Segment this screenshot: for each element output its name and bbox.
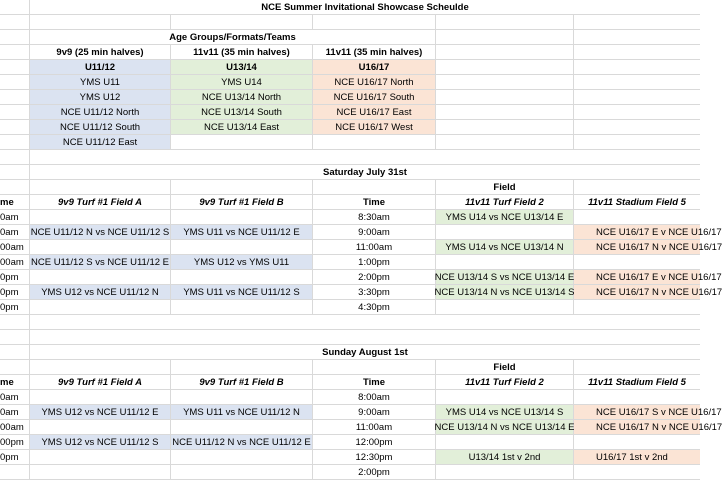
column-header-row: [0, 375, 700, 390]
game-cell-field-b[interactable]: [171, 390, 313, 405]
time-cell-cut[interactable]: 0pm: [0, 270, 30, 285]
cell[interactable]: [436, 15, 574, 30]
column-header-row: [0, 195, 700, 210]
team-cell[interactable]: YMS U12: [30, 90, 171, 105]
time-header[interactable]: me: [0, 375, 30, 390]
game-cell-field-b[interactable]: [171, 270, 313, 285]
groups-header-row: [0, 30, 700, 45]
game-cell-field-5[interactable]: NCE U16/17 E v NCE U16/17: [574, 270, 700, 285]
game-cell-field-b[interactable]: NCE U11/12 N vs NCE U11/12 E: [171, 435, 313, 450]
cell[interactable]: [436, 45, 574, 60]
time-cell-cut[interactable]: 0am: [0, 210, 30, 225]
format-label[interactable]: 11v11 (35 min halves): [313, 45, 436, 60]
cell[interactable]: [574, 60, 700, 75]
team-cell[interactable]: NCE U16/17 East: [313, 105, 436, 120]
game-cell-field-2[interactable]: YMS U14 vs NCE U13/14 E: [436, 210, 574, 225]
game-cell-field-b[interactable]: [171, 450, 313, 465]
cell[interactable]: [30, 315, 700, 330]
cell[interactable]: [0, 120, 30, 135]
game-cell-field-2[interactable]: [436, 465, 574, 480]
game-cell-field-b[interactable]: YMS U12 vs YMS U11: [171, 255, 313, 270]
cell[interactable]: [0, 0, 30, 15]
game-row: [0, 270, 722, 285]
field-label[interactable]: Field: [436, 360, 574, 375]
game-cell-field-a[interactable]: YMS U12 vs NCE U11/12 E: [30, 405, 171, 420]
team-cell[interactable]: YMS U14: [171, 75, 313, 90]
cell[interactable]: [436, 30, 574, 45]
time-cell[interactable]: 11:00am: [313, 420, 436, 435]
game-cell-field-b[interactable]: [171, 210, 313, 225]
format-label[interactable]: 11v11 (35 min halves): [171, 45, 313, 60]
cell[interactable]: [574, 90, 700, 105]
game-cell-field-b[interactable]: [171, 300, 313, 315]
cell[interactable]: [30, 330, 700, 345]
field-2-header[interactable]: 11v11 Turf Field 2: [436, 375, 574, 390]
group-label[interactable]: U11/12: [30, 60, 171, 75]
time-cell-cut[interactable]: 00am: [0, 240, 30, 255]
blank-row: [0, 150, 700, 165]
time-header[interactable]: Time: [313, 375, 436, 390]
game-cell-field-b[interactable]: YMS U11 vs NCE U11/12 E: [171, 225, 313, 240]
game-cell-field-2[interactable]: YMS U14 vs NCE U13/14 S: [436, 405, 574, 420]
team-row: [0, 90, 700, 105]
sheet-title[interactable]: NCE Summer Invitational Showcase Scheulde: [30, 0, 700, 15]
time-cell-cut[interactable]: 0pm: [0, 450, 30, 465]
cell[interactable]: [0, 180, 30, 195]
field-a-header[interactable]: 9v9 Turf #1 Field A: [30, 375, 171, 390]
cell[interactable]: [0, 45, 30, 60]
time-cell-cut[interactable]: 00am: [0, 420, 30, 435]
team-cell[interactable]: NCE U13/14 East: [171, 120, 313, 135]
game-cell-field-a[interactable]: [30, 240, 171, 255]
format-label[interactable]: 9v9 (25 min halves): [30, 45, 171, 60]
time-cell[interactable]: 2:00pm: [313, 465, 436, 480]
cell[interactable]: [436, 105, 574, 120]
team-cell[interactable]: NCE U16/17 North: [313, 75, 436, 90]
cell[interactable]: [436, 75, 574, 90]
game-row: [0, 420, 722, 435]
cell[interactable]: [574, 15, 700, 30]
cell[interactable]: [574, 105, 700, 120]
cell[interactable]: [574, 360, 700, 375]
game-cell-field-a[interactable]: YMS U12 vs NCE U11/12 N: [30, 285, 171, 300]
field-b-header[interactable]: 9v9 Turf #1 Field B: [171, 195, 313, 210]
game-cell-field-2[interactable]: YMS U14 vs NCE U13/14 N: [436, 240, 574, 255]
game-cell-field-b[interactable]: [171, 240, 313, 255]
cell[interactable]: [574, 120, 700, 135]
game-cell-field-a[interactable]: [30, 210, 171, 225]
game-row: [0, 225, 722, 240]
cell[interactable]: [574, 30, 700, 45]
time-cell[interactable]: 3:30pm: [313, 285, 436, 300]
game-cell-field-a[interactable]: [30, 270, 171, 285]
game-cell-field-a[interactable]: [30, 465, 171, 480]
team-cell[interactable]: NCE U16/17 South: [313, 90, 436, 105]
field-a-header[interactable]: 9v9 Turf #1 Field A: [30, 195, 171, 210]
blank-row: [0, 315, 700, 330]
game-cell-field-a[interactable]: [30, 420, 171, 435]
time-cell-cut[interactable]: 0am: [0, 405, 30, 420]
game-cell-field-5[interactable]: U16/17 1st v 2nd: [574, 450, 700, 465]
day-label-row: [0, 165, 700, 180]
group-label[interactable]: U13/14: [171, 60, 313, 75]
game-cell-field-2[interactable]: [436, 255, 574, 270]
cell[interactable]: [0, 75, 30, 90]
team-row: [0, 120, 700, 135]
cell[interactable]: [574, 180, 700, 195]
team-cell[interactable]: NCE U11/12 South: [30, 120, 171, 135]
time-cell[interactable]: 11:00am: [313, 240, 436, 255]
day-label[interactable]: Saturday July 31st: [30, 165, 700, 180]
time-cell[interactable]: 9:00am: [313, 405, 436, 420]
cell[interactable]: [171, 360, 313, 375]
game-row: [0, 285, 722, 300]
cell[interactable]: [171, 15, 313, 30]
cell[interactable]: [574, 45, 700, 60]
game-cell-field-2[interactable]: [436, 225, 574, 240]
group-label[interactable]: U16/17: [313, 60, 436, 75]
cell[interactable]: [0, 15, 30, 30]
cell[interactable]: [30, 15, 171, 30]
game-cell-field-2[interactable]: [436, 300, 574, 315]
team-row: [0, 105, 700, 120]
game-cell-field-b[interactable]: YMS U11 vs NCE U11/12 S: [171, 285, 313, 300]
game-cell-field-5[interactable]: [574, 255, 700, 270]
time-cell[interactable]: 8:00am: [313, 390, 436, 405]
field-label-row: [0, 360, 700, 375]
cell[interactable]: [0, 90, 30, 105]
cell[interactable]: [0, 135, 30, 150]
game-cell-field-a[interactable]: YMS U12 vs NCE U11/12 S: [30, 435, 171, 450]
time-cell[interactable]: 9:00am: [313, 225, 436, 240]
cell[interactable]: [0, 345, 30, 360]
game-cell-field-a[interactable]: NCE U11/12 N vs NCE U11/12 S: [30, 225, 171, 240]
team-cell[interactable]: NCE U16/17 West: [313, 120, 436, 135]
team-row: [0, 135, 700, 150]
time-cell[interactable]: 2:00pm: [313, 270, 436, 285]
game-cell-field-b[interactable]: [171, 465, 313, 480]
team-cell[interactable]: YMS U11: [30, 75, 171, 90]
game-cell-field-2[interactable]: [436, 390, 574, 405]
team-cell[interactable]: NCE U11/12 North: [30, 105, 171, 120]
game-row: [0, 465, 700, 480]
cell[interactable]: [436, 90, 574, 105]
field-label[interactable]: Field: [436, 180, 574, 195]
time-cell-cut[interactable]: 00am: [0, 255, 30, 270]
game-cell-field-5[interactable]: [574, 465, 700, 480]
team-cell[interactable]: NCE U13/14 North: [171, 90, 313, 105]
game-cell-field-5[interactable]: [574, 390, 700, 405]
time-cell-cut[interactable]: [0, 465, 30, 480]
time-cell[interactable]: 8:30am: [313, 210, 436, 225]
cell[interactable]: [0, 105, 30, 120]
game-row: [0, 255, 700, 270]
cell[interactable]: [30, 150, 700, 165]
cell[interactable]: [0, 330, 30, 345]
team-cell[interactable]: NCE U13/14 South: [171, 105, 313, 120]
cell[interactable]: [0, 315, 30, 330]
day-label-row: [0, 345, 700, 360]
cell[interactable]: [0, 30, 30, 45]
cell[interactable]: [313, 180, 436, 195]
time-header[interactable]: me: [0, 195, 30, 210]
team-cell[interactable]: NCE U11/12 East: [30, 135, 171, 150]
cell[interactable]: [30, 360, 171, 375]
field-5-header[interactable]: 11v11 Stadium Field 5: [574, 375, 700, 390]
game-cell-field-a[interactable]: [30, 300, 171, 315]
game-row: [0, 390, 700, 405]
cell[interactable]: [0, 150, 30, 165]
game-cell-field-5[interactable]: NCE U16/17 N v NCE U16/17: [574, 285, 700, 300]
cell[interactable]: [436, 120, 574, 135]
game-row: [0, 240, 722, 255]
cell[interactable]: [313, 360, 436, 375]
game-cell-field-a[interactable]: [30, 390, 171, 405]
time-cell-cut[interactable]: 00pm: [0, 435, 30, 450]
cell[interactable]: [574, 75, 700, 90]
time-cell[interactable]: 1:00pm: [313, 255, 436, 270]
blank-row: [0, 15, 700, 30]
team-row: [0, 75, 700, 90]
cell[interactable]: [171, 135, 313, 150]
title-row: [0, 0, 700, 15]
cell[interactable]: [313, 15, 436, 30]
time-cell-cut[interactable]: 0pm: [0, 300, 30, 315]
game-cell-field-5[interactable]: [574, 210, 700, 225]
game-row: [0, 210, 700, 225]
time-cell-cut[interactable]: 0am: [0, 225, 30, 240]
game-cell-field-b[interactable]: YMS U11 vs NCE U11/12 N: [171, 405, 313, 420]
game-cell-field-5[interactable]: NCE U16/17 N v NCE U16/17: [574, 420, 700, 435]
group-labels-row: [0, 60, 700, 75]
game-cell-field-5[interactable]: [574, 435, 700, 450]
game-cell-field-5[interactable]: NCE U16/17 E v NCE U16/17: [574, 225, 700, 240]
groups-header[interactable]: Age Groups/Formats/Teams: [30, 30, 436, 45]
blank-row: [0, 330, 700, 345]
cell[interactable]: [30, 180, 171, 195]
game-cell-field-b[interactable]: [171, 420, 313, 435]
cell[interactable]: [0, 360, 30, 375]
time-cell-cut[interactable]: 0am: [0, 390, 30, 405]
game-cell-field-2[interactable]: NCE U13/14 N vs NCE U13/14 E: [436, 420, 574, 435]
game-row: [0, 450, 700, 465]
game-cell-field-a[interactable]: NCE U11/12 S vs NCE U11/12 E: [30, 255, 171, 270]
time-cell[interactable]: 4:30pm: [313, 300, 436, 315]
time-header[interactable]: Time: [313, 195, 436, 210]
game-row: [0, 405, 722, 420]
field-2-header[interactable]: 11v11 Turf Field 2: [436, 195, 574, 210]
time-cell-cut[interactable]: 0pm: [0, 285, 30, 300]
time-cell[interactable]: 12:30pm: [313, 450, 436, 465]
time-cell[interactable]: 12:00pm: [313, 435, 436, 450]
game-cell-field-5[interactable]: [574, 300, 700, 315]
game-cell-field-5[interactable]: NCE U16/17 S v NCE U16/17: [574, 405, 700, 420]
game-cell-field-2[interactable]: U13/14 1st v 2nd: [436, 450, 574, 465]
day-label[interactable]: Sunday August 1st: [30, 345, 700, 360]
game-cell-field-a[interactable]: [30, 450, 171, 465]
formats-row: [0, 45, 700, 60]
game-row: [0, 300, 700, 315]
cell[interactable]: [436, 60, 574, 75]
cell[interactable]: [0, 60, 30, 75]
cell[interactable]: [0, 165, 30, 180]
cell[interactable]: [436, 135, 574, 150]
cell[interactable]: [313, 135, 436, 150]
game-cell-field-2[interactable]: [436, 435, 574, 450]
field-label-row: [0, 180, 700, 195]
game-cell-field-5[interactable]: NCE U16/17 N v NCE U16/17: [574, 240, 700, 255]
field-b-header[interactable]: 9v9 Turf #1 Field B: [171, 375, 313, 390]
cell[interactable]: [171, 180, 313, 195]
cell[interactable]: [574, 135, 700, 150]
game-cell-field-2[interactable]: NCE U13/14 N vs NCE U13/14 S: [436, 285, 574, 300]
field-5-header[interactable]: 11v11 Stadium Field 5: [574, 195, 700, 210]
game-row: [0, 435, 700, 450]
game-cell-field-2[interactable]: NCE U13/14 S vs NCE U13/14 E: [436, 270, 574, 285]
